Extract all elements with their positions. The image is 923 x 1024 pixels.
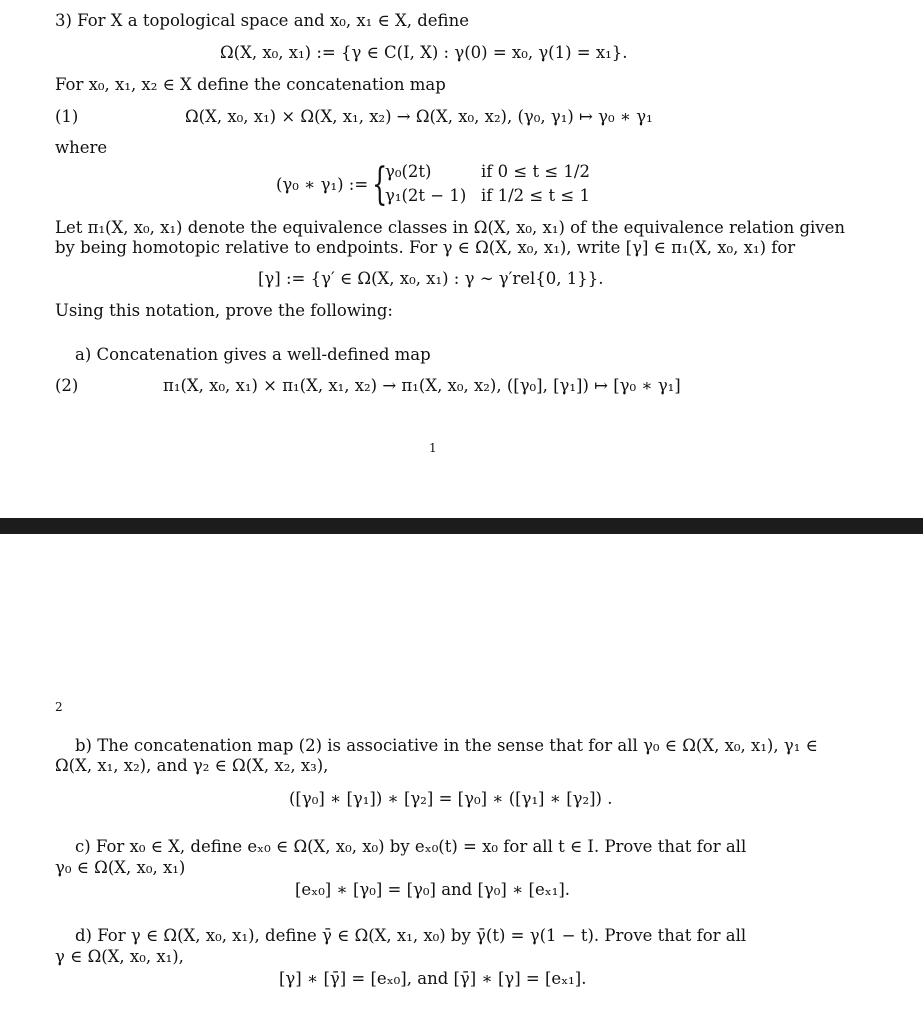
part-d-equation: [γ] ∗ [γ̄] = [eₓ₀], and [γ̄] ∗ [γ] = [eₓ₁].: [279, 969, 587, 988]
equivalence-text-line-1: Let π₁(X, x₀, x₁) denote the equivalence classes in Ω(X, x₀, x₁) of the equivalence relation given: [55, 218, 846, 237]
concatenation-intro: For x₀, x₁, x₂ ∈ X define the concatenation map: [55, 75, 446, 94]
instruction-text: Using this notation, prove the following:: [55, 301, 393, 320]
piecewise-lhs: (γ₀ ∗ γ₁) :=: [276, 175, 369, 194]
equation-label-2: (2): [55, 376, 79, 395]
equation-1: Ω(X, x₀, x₁) × Ω(X, x₁, x₂) → Ω(X, x₀, x₂), (γ₀, γ₁) ↦ γ₀ ∗ γ₁: [185, 107, 653, 126]
part-b-line-2: Ω(X, x₁, x₂), and γ₂ ∈ Ω(X, x₂, x₃),: [55, 756, 329, 775]
page-number-1: 1: [429, 441, 437, 455]
part-d-line-2: γ ∈ Ω(X, x₀, x₁),: [55, 947, 184, 966]
piecewise-brace: {: [372, 159, 388, 210]
part-b-equation: ([γ₀] ∗ [γ₁]) ∗ [γ₂] = [γ₀] ∗ ([γ₁] ∗ [γ₂]) .: [289, 789, 613, 808]
case-2-expression: γ₁(2t − 1): [385, 186, 467, 205]
case-1-condition: if 0 ≤ t ≤ 1/2: [481, 162, 590, 181]
page-2: [0, 534, 923, 1024]
page-number-2: 2: [55, 700, 63, 714]
part-b-line-1: b) The concatenation map (2) is associative in the sense that for all γ₀ ∈ Ω(X, x₀, x₁), γ₁ ∈: [75, 736, 818, 755]
where-text: where: [55, 138, 108, 157]
equation-2: π₁(X, x₀, x₁) × π₁(X, x₁, x₂) → π₁(X, x₀, x₂), ([γ₀], [γ₁]) ↦ [γ₀ ∗ γ₁]: [163, 376, 681, 395]
omega-definition: Ω(X, x₀, x₁) := {γ ∈ C(I, X) : γ(0) = x₀, γ(1) = x₁}.: [220, 43, 628, 62]
class-definition: [γ] := {γ′ ∈ Ω(X, x₀, x₁) : γ ∼ γ′rel{0, 1}}.: [258, 269, 604, 288]
case-2-condition: if 1/2 ≤ t ≤ 1: [481, 186, 590, 205]
part-d-line-1: d) For γ ∈ Ω(X, x₀, x₁), define γ̄ ∈ Ω(X, x₁, x₀) by γ̄(t) = γ(1 − t). Prove that for all: [75, 926, 747, 945]
part-c-equation: [eₓ₀] ∗ [γ₀] = [γ₀] and [γ₀] ∗ [eₓ₁].: [295, 880, 571, 899]
page-separator: [0, 518, 923, 534]
equation-label-1: (1): [55, 107, 79, 126]
part-c-line-2: γ₀ ∈ Ω(X, x₀, x₁): [55, 858, 186, 877]
case-1-expression: γ₀(2t): [385, 162, 432, 181]
problem-intro: 3) For X a topological space and x₀, x₁ ∈ X, define: [55, 11, 469, 30]
equivalence-text-line-2: by being homotopic relative to endpoints. For γ ∈ Ω(X, x₀, x₁), write [γ] ∈ π₁(X, x₀, x₁) for: [55, 238, 796, 257]
part-a-text: a) Concatenation gives a well-defined map: [75, 345, 431, 364]
part-c-line-1: c) For x₀ ∈ X, define eₓ₀ ∈ Ω(X, x₀, x₀) by eₓ₀(t) = x₀ for all t ∈ I. Prove that for all: [75, 837, 747, 856]
